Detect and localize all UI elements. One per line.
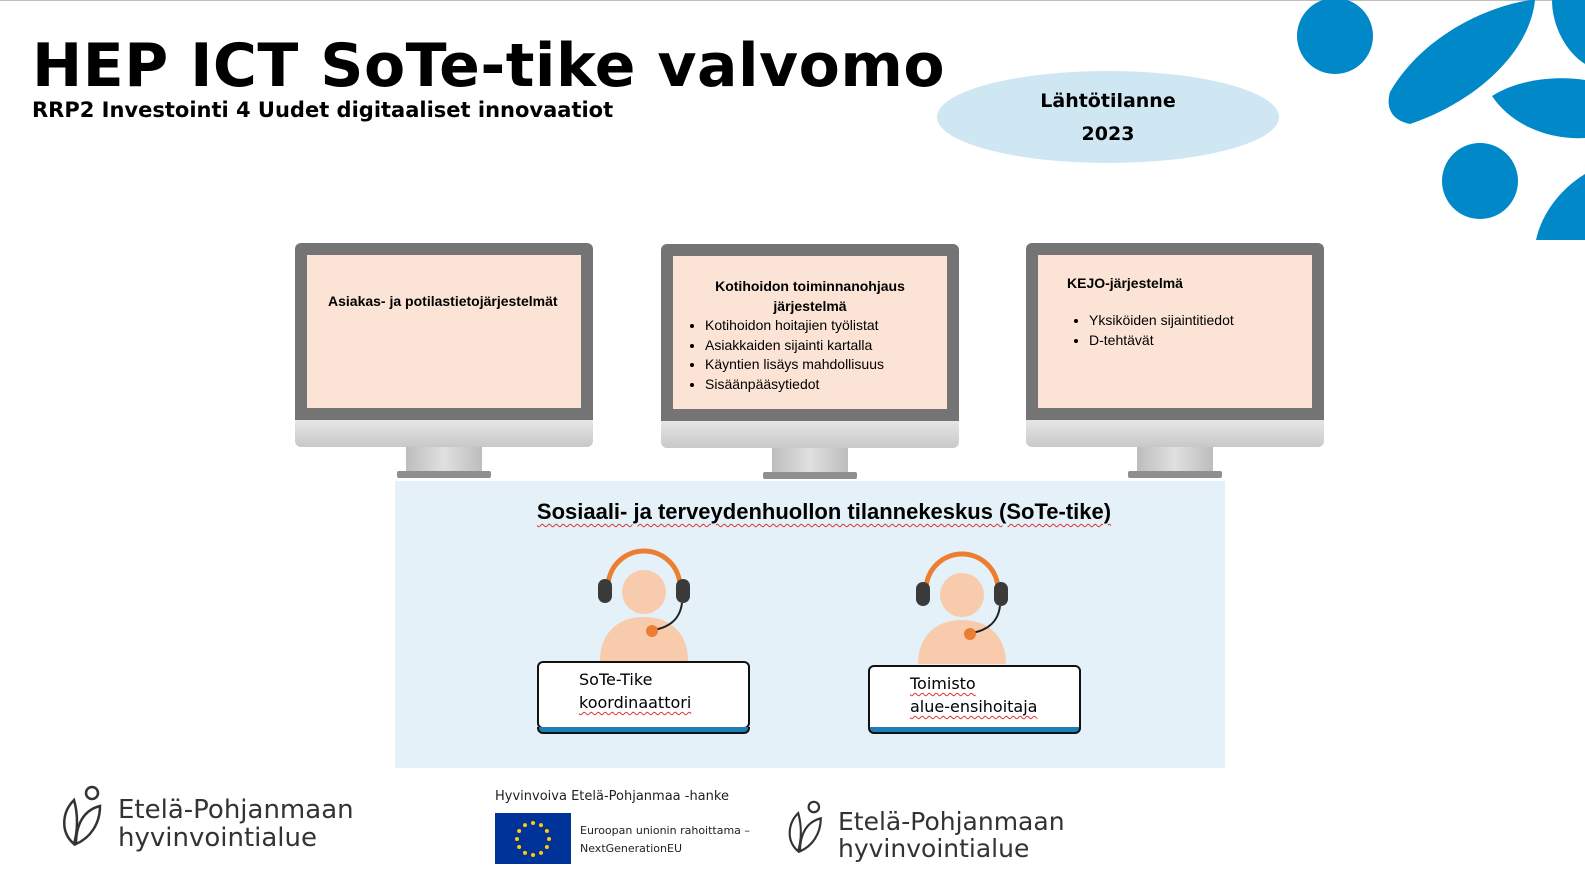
project-label: Hyvinvoiva Etelä-Pohjanmaa -hanke <box>495 789 729 804</box>
role-label-paramedic <box>868 665 1081 733</box>
decorative-leaves-graphic <box>1290 0 1585 245</box>
monitor-title-line2: järjestelmä <box>773 298 847 314</box>
panel-title: Sosiaali- ja terveydenhuollon tilannekeskus (SoTe-tike) <box>536 499 1112 524</box>
eu-funding-text: Euroopan unionin rahoittama – NextGenerationEU <box>580 824 750 855</box>
region-logo-text: Etelä-Pohjanmaan hyvinvointialue <box>118 795 354 853</box>
list-item: • Sisäänpääsytiedot <box>705 375 947 395</box>
monitor-screen <box>307 255 581 408</box>
list-item: • Asiakkaiden sijainti kartalla <box>705 336 947 356</box>
monitor-screen <box>673 256 947 409</box>
page-subtitle: RRP2 Investointi 4 Uudet digitaaliset innovaatiot <box>32 98 614 122</box>
list-item: • Kotihoidon hoitajien työlistat <box>705 316 947 336</box>
role-label-line2: koordinaattori <box>579 693 692 712</box>
role-label-line2: alue-ensihoitaja <box>910 697 1038 716</box>
eu-flag-icon <box>495 813 571 864</box>
list-item: • Käyntien lisäys mahdollisuus <box>705 355 947 375</box>
page-title: HEP ICT SoTe-tike valvomo <box>32 31 946 101</box>
monitor-screen <box>1038 255 1312 408</box>
region-logo-text: Etelä-Pohjanmaan hyvinvointialue <box>838 807 1065 863</box>
region-logo-icon <box>786 799 826 855</box>
operator-headset-icon <box>910 550 1014 664</box>
monitor-title: KEJO-järjestelmä <box>1067 275 1183 291</box>
status-year: 2023 <box>1081 123 1135 145</box>
region-logo-icon <box>60 784 106 848</box>
monitor-list <box>1067 311 1312 350</box>
monitor-title: Asiakas- ja potilastietojärjestelmät <box>328 293 558 309</box>
situation-center-panel <box>395 481 1225 768</box>
monitor-list <box>673 316 947 394</box>
operator-headset-icon <box>592 547 696 661</box>
role-label-line1: SoTe-Tike <box>579 670 653 689</box>
status-ellipse <box>937 71 1279 163</box>
role-label-base <box>537 727 750 734</box>
monitor-title-line1: Kotihoidon toiminnanohjaus <box>715 278 905 294</box>
role-label-base <box>868 727 1081 734</box>
list-item: • D-tehtävät <box>1089 331 1312 351</box>
list-item: • Yksiköiden sijaintitiedot <box>1089 311 1312 331</box>
status-label: Lähtötilanne <box>1040 90 1176 112</box>
role-label-coordinator <box>537 661 750 729</box>
role-label-line1: Toimisto <box>910 674 976 693</box>
